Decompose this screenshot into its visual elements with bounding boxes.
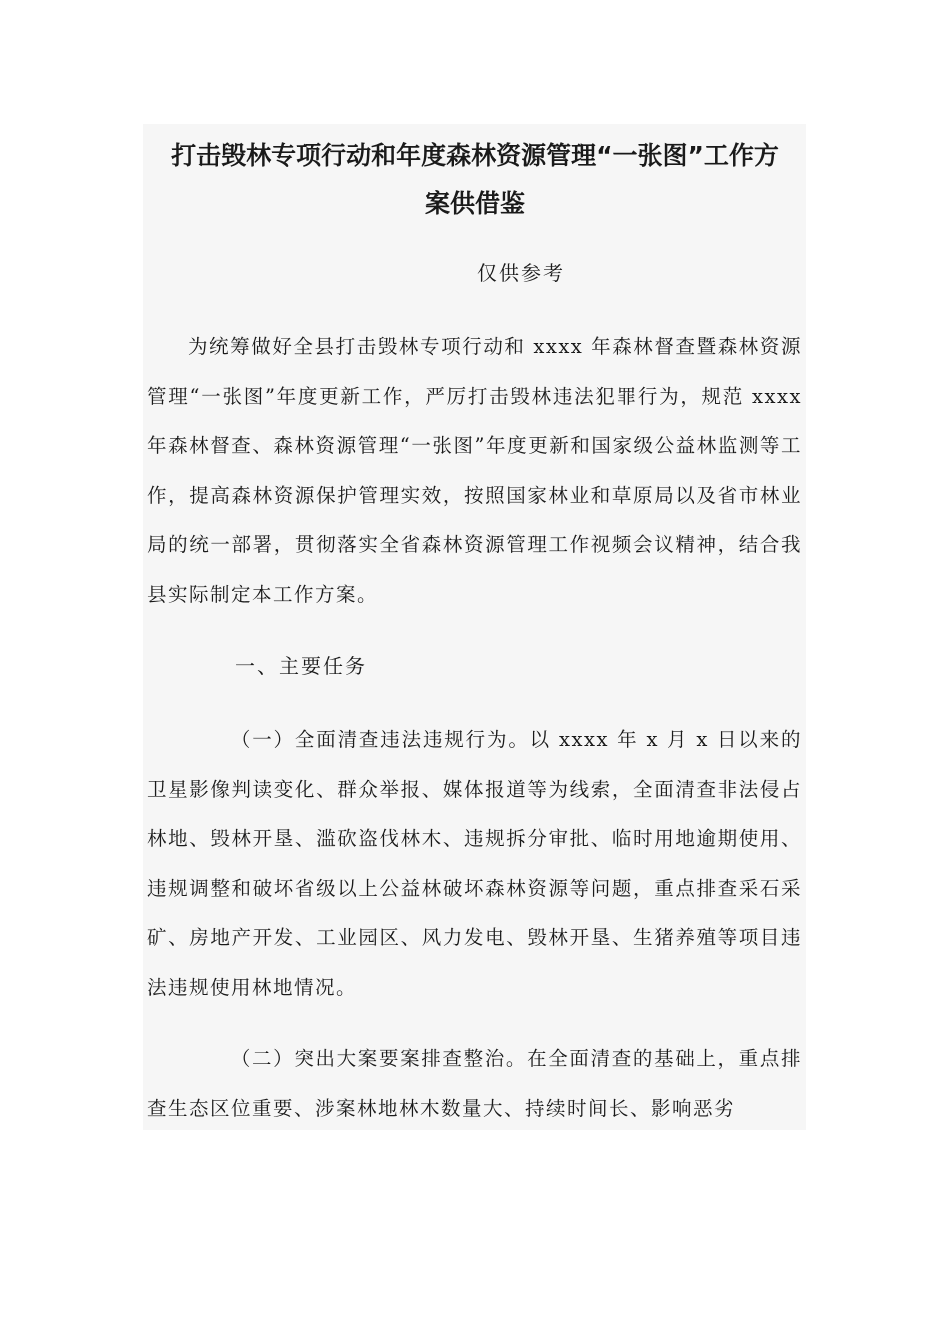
document-title-line1: 打击毁林专项行动和年度森林资源管理“一张图”工作方 bbox=[171, 141, 779, 170]
document-subtitle: 仅供参考 bbox=[477, 261, 565, 285]
intro-paragraph: 为统筹做好全县打击毁林专项行动和 xxxx 年森林督查暨森林资源管理“一张图”年度更新工作，严厉打击毁林违法犯罪行为，规范 xxxx 年森林督查、森林资源管理“一张图”年度更新和国家级公益林监测等工作，提高森林资源保护管理实效，按照国家林业和草原局以及省市林业局的统一部署，贯彻落实全省森林资源管理工作视频会议精神，结合我县实际制定本工作方案。 bbox=[147, 335, 802, 606]
document-title-line2: 案供借鉴 bbox=[424, 189, 525, 218]
document-title bbox=[150, 132, 800, 228]
section-heading-main-tasks: 一、主要任务 bbox=[235, 654, 367, 678]
task-item-1-paragraph: （一）全面清查违法违规行为。以 xxxx 年 x 月 x 日以来的卫星影像判读变化、群众举报、媒体报道等为线索，全面清查非法侵占林地、毁林开垦、滥砍盗伐林木、违规拆分审批、临时用地逾期使用、违规调整和破坏省级以上公益林破坏森林资源等问题，重点排查采石采矿、房地产开发、工业园区、风力发电、毁林开垦、生猪养殖等项目违法违规使用林地情况。 bbox=[147, 728, 802, 999]
task-item-2-paragraph: （二）突出大案要案排查整治。在全面清查的基础上，重点排查生态区位重要、涉案林地林木数量大、持续时间长、影响恶劣 bbox=[147, 1047, 802, 1120]
